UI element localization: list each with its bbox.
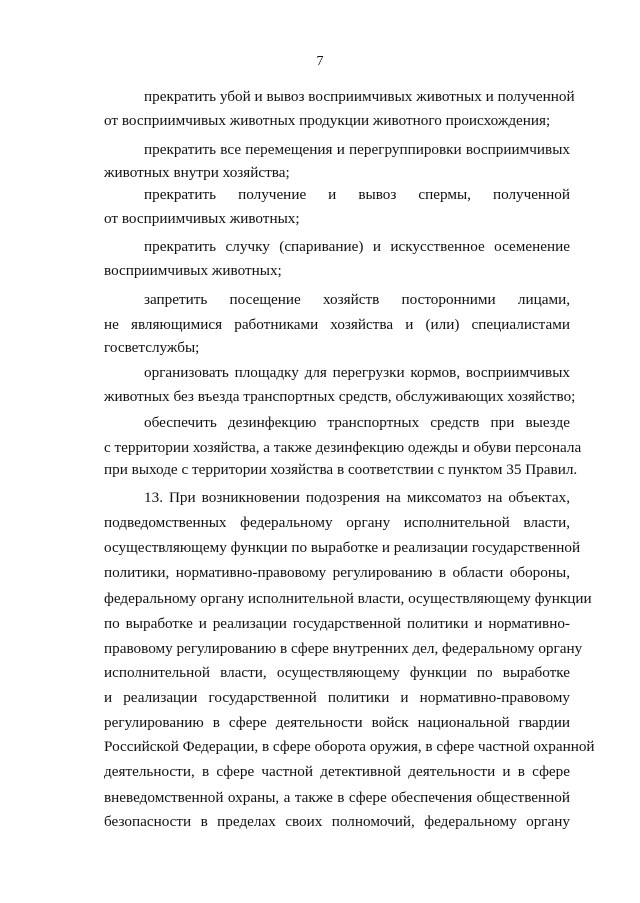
text-line: правовому регулированию в сфере внутренних дел, федеральному органу xyxy=(104,640,583,657)
text-line: прекратить убой и вывоз восприимчивых животных и полученной xyxy=(144,88,575,105)
text-line: исполнительной власти, осуществляющему функции по выработке xyxy=(104,664,570,681)
text-line: не являющимися работниками хозяйства и (или) специалистами xyxy=(104,316,570,333)
text-line: осуществляющему функции по выработке и реализации государственной xyxy=(104,539,581,556)
text-line: и реализации государственной политики и нормативно-правовому xyxy=(104,689,570,706)
text-line: от восприимчивых животных продукции животного происхождения; xyxy=(104,112,551,129)
text-line: от восприимчивых животных; xyxy=(104,210,300,227)
text-line: по выработке и реализации государственной политики и нормативно- xyxy=(104,615,570,632)
page-number: 7 xyxy=(316,54,324,69)
text-line: безопасности в пределах своих полномочий, федеральному органу xyxy=(104,813,570,830)
text-line: госветслужбы; xyxy=(104,339,200,356)
text-line: животных внутри хозяйства; xyxy=(104,164,290,181)
text-line: Российской Федерации, в сфере оборота оружия, в сфере частной охранной xyxy=(104,738,595,755)
text-line: восприимчивых животных; xyxy=(104,262,282,279)
text-line: обеспечить дезинфекцию транспортных средств при выезде xyxy=(144,414,570,431)
text-line: организовать площадку для перегрузки кормов, восприимчивых xyxy=(144,364,570,381)
text-line: прекратить все перемещения и перегруппировки восприимчивых xyxy=(144,141,570,158)
text-line: деятельности, в сфере частной детективной деятельности и в сфере xyxy=(104,763,570,780)
text-line: подведомственных федеральному органу исполнительной власти, xyxy=(104,514,570,531)
text-line: регулированию в сфере деятельности войск национальной гвардии xyxy=(104,714,570,731)
text-line: вневедомственной охраны, а также в сфере обеспечения общественной xyxy=(104,789,570,806)
text-line: прекратить случку (спаривание) и искусственное осеменение xyxy=(144,238,570,255)
text-line: запретить посещение хозяйств посторонними лицами, xyxy=(144,291,570,308)
text-line: прекратить получение и вывоз спермы, полученной xyxy=(144,186,570,203)
text-line: федеральному органу исполнительной власти, осуществляющему функции xyxy=(104,590,592,607)
text-line: при выходе с территории хозяйства в соответствии с пунктом 35 Правил. xyxy=(104,461,578,478)
text-line: 13. При возникновении подозрения на миксоматоз на объектах, xyxy=(144,489,570,506)
text-line: с территории хозяйства, а также дезинфекцию одежды и обуви персонала xyxy=(104,439,582,456)
text-line: политики, нормативно-правовому регулированию в области обороны, xyxy=(104,564,570,581)
text-line: животных без въезда транспортных средств, обслуживающих хозяйство; xyxy=(104,388,576,405)
